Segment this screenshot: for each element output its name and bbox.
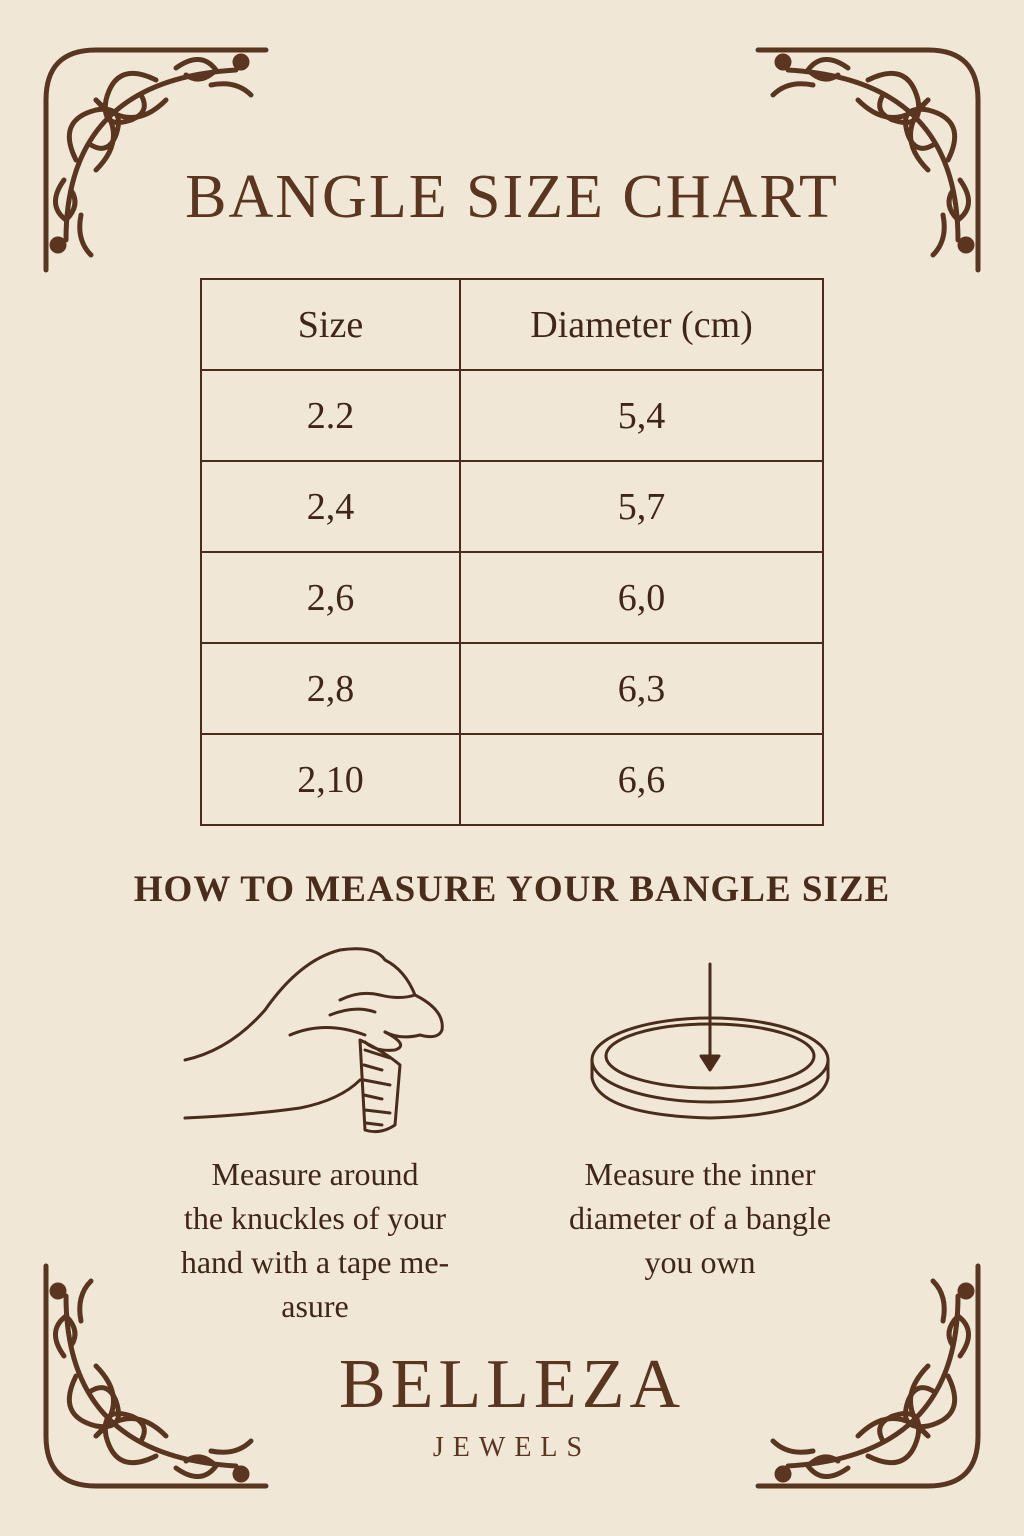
size-table [200, 278, 824, 826]
bangle-arrow-icon [580, 960, 840, 1120]
table-row [201, 461, 823, 552]
table-row [201, 643, 823, 734]
column-header-size: Size [201, 279, 460, 370]
table-row [201, 734, 823, 825]
diameter-cell: 6,6 [460, 734, 823, 825]
measure-knuckles-caption [140, 1152, 490, 1328]
diameter-cell: 5,7 [460, 461, 823, 552]
how-to-heading: HOW TO MEASURE YOUR BANGLE SIZE [133, 869, 891, 910]
caption-line: hand with a tape me- [180, 1244, 450, 1280]
diameter-cell: 5,4 [460, 370, 823, 461]
caption-line: you own [644, 1244, 756, 1280]
hand-with-tape-icon [170, 940, 460, 1150]
brand-name: BELLEZA [338, 1346, 686, 1423]
diameter-cell: 6,0 [460, 552, 823, 643]
size-cell: 2.2 [201, 370, 460, 461]
brand-subtitle: JEWELS [432, 1432, 592, 1463]
size-cell: 2,10 [201, 734, 460, 825]
size-cell: 2,8 [201, 643, 460, 734]
diameter-cell: 6,3 [460, 643, 823, 734]
caption-line: diameter of a bangle [568, 1200, 832, 1236]
column-header-diameter: Diameter (cm) [460, 279, 823, 370]
size-cell: 2,6 [201, 552, 460, 643]
size-cell: 2,4 [201, 461, 460, 552]
measure-diameter-caption [540, 1152, 860, 1284]
page-title: BANGLE SIZE CHART [185, 163, 839, 231]
table-row [201, 370, 823, 461]
table-header-row [201, 279, 823, 370]
caption-line: asure [281, 1288, 349, 1324]
caption-line: Measure around [211, 1156, 419, 1192]
caption-line: the knuckles of your [183, 1200, 447, 1236]
caption-line: Measure the inner [584, 1156, 816, 1192]
table-row [201, 552, 823, 643]
